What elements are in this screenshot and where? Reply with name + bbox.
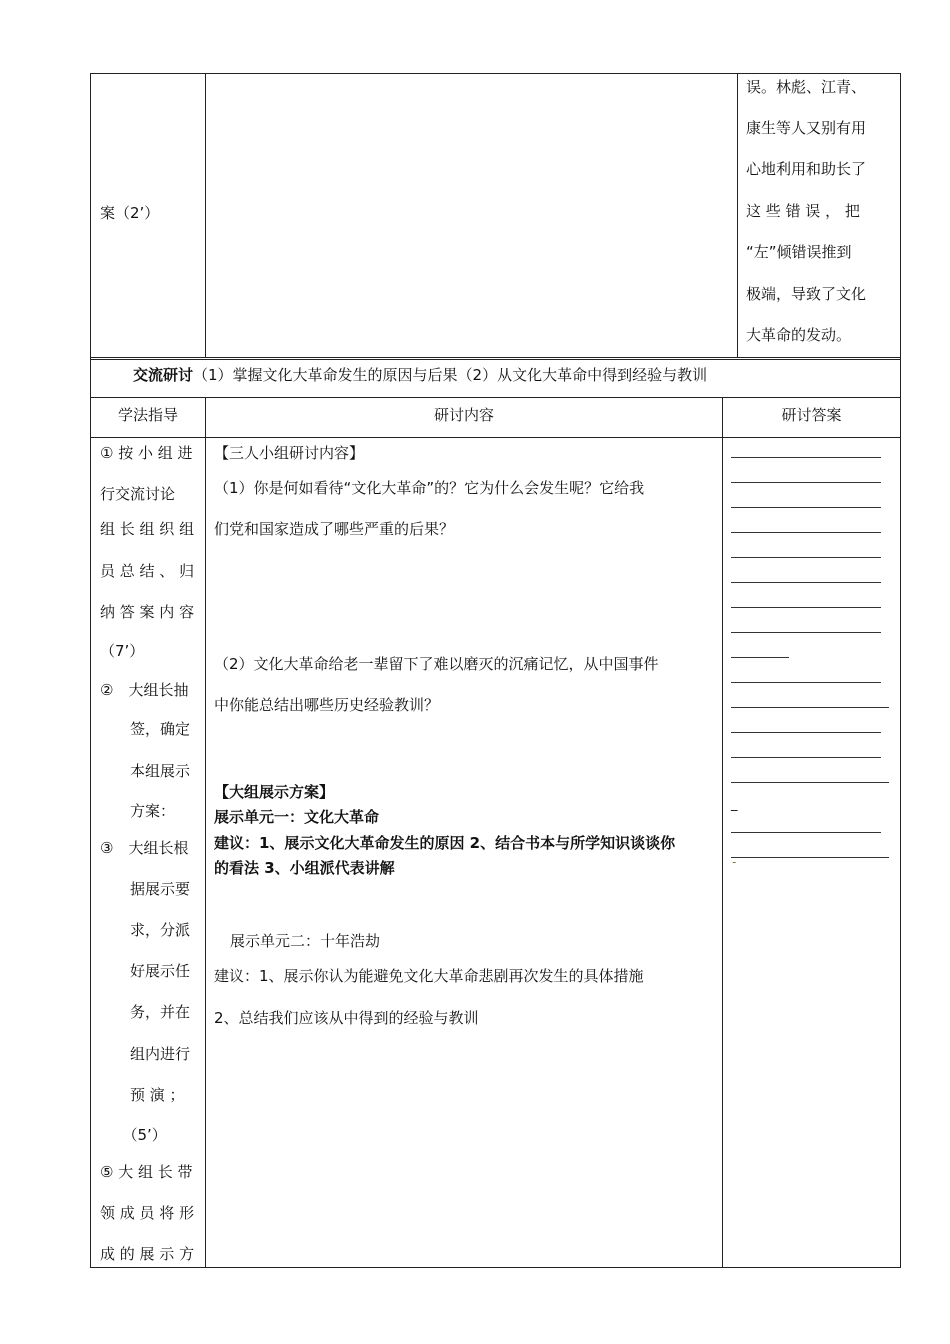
unit-2-title: 展示单元二：十年浩劫 [230,932,381,950]
method-line: 领 成 员 将 形 [100,1204,195,1222]
method-line: 纳 答 案 内 容 [100,603,195,621]
question-2-line-1: （2）文化大革命给老一辈留下了难以磨灭的沉痛记忆，从中国事件 [214,655,659,673]
method-line: 行交流讨论 [100,485,176,503]
top-right-line: 大革命的发动。 [746,326,852,344]
answer-line [731,832,881,833]
top-section-bottom [90,357,901,358]
answer-line [731,732,881,733]
table-border-top [90,73,901,74]
method-line: ② 大组长抽 [100,681,189,699]
answer-line [731,757,881,758]
top-right-line: “左”倾错误推到 [746,243,852,261]
exchange-text: （1）掌握文化大革命发生的原因与后果（2）从文化大革命中得到经验与教训 [193,366,708,384]
answer-line [731,682,881,683]
top-right-line: 心地利用和助长了 [746,160,867,178]
answer-line [731,657,789,658]
answer-line [731,582,881,583]
header-content: 研讨内容 [433,406,494,424]
exchange-row [133,366,707,384]
answer-mark: _ [731,797,738,812]
method-line: 方案： [100,802,176,820]
top-col-divider-2 [737,73,738,358]
question-1-line-1: （1）你是何如看待“文化大革命”的？它为什么会发生呢？它给我 [214,479,645,497]
header-row-bottom [90,437,901,438]
exchange-label: 交流研讨 [133,366,194,384]
top-right-line: 康生等人又别有用 [746,119,867,137]
col-divider-2 [722,397,723,1268]
method-line: （7’） [100,642,145,660]
method-line: 求，分派 [100,921,191,939]
method-line: 务，并在 [100,1003,191,1021]
unit-2-line-2: 2、总结我们应该从中得到的经验与教训 [214,1009,479,1027]
method-line: 好展示任 [100,962,191,980]
top-left-label: 案（2’） [100,204,160,222]
answer-line [731,607,881,608]
unit-2-line-1: 建议：1、展示你认为能避免文化大革命悲剧再次发生的具体措施 [214,967,644,985]
method-line: ⑤ 大 组 长 带 [100,1163,193,1181]
answer-mark: - [732,855,737,869]
method-line: 组 长 组 织 组 [100,520,195,538]
method-line: 组内进行 [100,1045,191,1063]
table-border-left [90,73,91,1268]
top-right-line: 误。林彪、江青、 [746,78,867,96]
answer-line [731,707,889,708]
method-line: ③ 大组长根 [100,839,189,857]
method-line: （5’） [100,1126,167,1144]
answer-line [731,782,889,783]
question-2-line-2: 中你能总结出哪些历史经验教训？ [214,696,440,714]
method-line: 签，确定 [100,720,191,738]
answer-line [731,482,881,483]
exchange-row-bottom [90,397,901,398]
top-right-line: 这 些 错 误 ， 把 [746,202,860,220]
answer-line [731,532,881,533]
small-group-title: 【三人小组研讨内容】 [214,444,365,462]
table-border-right [900,73,901,1268]
unit-1-line-2: 的看法 3、小组派代表讲解 [214,859,395,877]
answer-line [731,457,881,458]
header-answer: 研讨答案 [781,406,842,424]
method-line: 成 的 展 示 方 [100,1245,195,1263]
answer-line [731,557,881,558]
top-section-bottom-2 [90,359,901,360]
col-divider-1 [205,397,206,1268]
top-right-line: 极端，导致了文化 [746,285,867,303]
table-border-bottom [90,1267,901,1268]
answer-line [731,507,881,508]
top-col-divider-1 [205,73,206,358]
answer-line [731,632,881,633]
method-line: 员 总 结 、 归 [100,562,195,580]
question-1-line-2: 们党和国家造成了哪些严重的后果？ [214,520,455,538]
header-method: 学法指导 [117,406,178,424]
method-line: 据展示要 [100,880,191,898]
unit-1-title: 展示单元一：文化大革命 [214,808,380,826]
big-group-title: 【大组展示方案】 [214,783,335,801]
method-line: ① 按 小 组 进 [100,444,193,462]
method-line: 本组展示 [100,762,191,780]
method-line: 预 演 ； [100,1086,185,1104]
answer-line [731,857,889,858]
unit-1-line-1: 建议：1、展示文化大革命发生的原因 2、结合书本与所学知识谈谈你 [214,834,676,852]
